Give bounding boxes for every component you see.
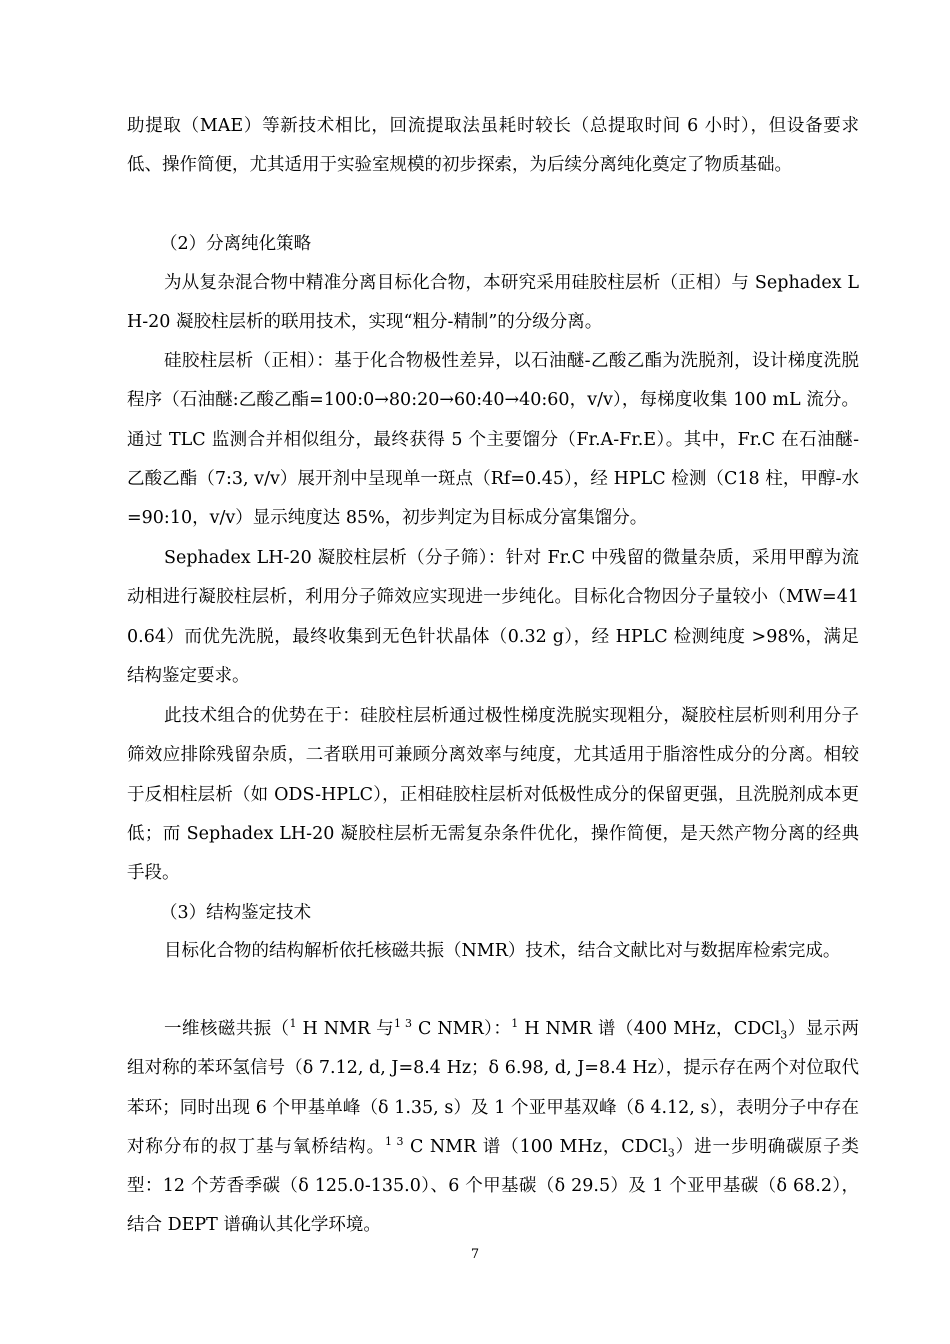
paragraph-silica-column: 硅胶柱层析（正相）：基于化合物极性差异，以石油醚-乙酸乙酯为洗脱剂，设计梯度洗脱程序（石油醚:乙酸乙酯=100:0→80:20→60:40→40:60，v/v），每梯度收集 100 mL 流分。通过 TLC 监测合并相似组分，最终获得 5 个主要馏分（Fr.A-Fr.E）。其中，Fr.C 在石油醚-乙酸乙酯（7:3, v/v）展开剂中呈现单一斑点（Rf=0.45），经 HPLC 检测（C18 柱，甲醇-水=90:10，v/v）显示纯度达 85%，初步判定为目标成分富集馏分。 [127,351,859,529]
nmr-superscript-3: 1 [511,1017,519,1031]
nmr-text-6: C NMR 谱（100 MHz，CDCl [403,1136,668,1157]
paragraph-structure-intro: 目标化合物的结构解析依托核磁共振（NMR）技术，结合文献比对与数据库检索完成。 [164,941,841,961]
nmr-text-3: C NMR）： [411,1019,512,1039]
nmr-text-2: H NMR 与 [296,1019,395,1039]
section-heading-structure: （3）结构鉴定技术 [160,903,312,923]
nmr-text-7: ）进一步明确碳原子类型：12 个芳香季碳（δ 125.0-135.0）、6 个甲基碳（δ 29.5）及 1 个亚甲基碳（δ 68.2），结合 DEPT 谱确认其化学环境。 [127,1136,860,1236]
nmr-text-5: ）显示两组对称的苯环氢信号（δ 7.12, d, J=8.4 Hz；δ 6.98, d, J=8.4 Hz），提示存在两个对位取代苯环；同时出现 6 个甲基单峰（δ 1.35, s）及 1 个亚甲基双峰（δ 4.12, s），表明分子中存在对称分布的叔丁基与氧桥结构。 [127,1019,859,1157]
nmr-superscript-2: 1 3 [394,1017,412,1031]
paragraph-nmr-analysis [127,1010,859,1246]
section-heading-separation: （2）分离纯化策略 [160,234,312,254]
paragraph-sephadex-column: Sephadex LH-20 凝胶柱层析（分子筛）：针对 Fr.C 中残留的微量杂质，采用甲醇为流动相进行凝胶柱层析，利用分子筛效应实现进一步纯化。目标化合物因分子量较小（MW=410.64）而优先洗脱，最终收集到无色针状晶体（0.32 g），经 HPLC 检测纯度 >98%，满足结构鉴定要求。 [127,548,859,686]
nmr-superscript-1: 1 [289,1017,297,1031]
paragraph-separation-intro: 为从复杂混合物中精准分离目标化合物，本研究采用硅胶柱层析（正相）与 Sephadex LH-20 凝胶柱层析的联用技术，实现“粗分-精制”的分级分离。 [127,273,859,333]
nmr-superscript-4: 1 3 [385,1135,404,1149]
page-number: 7 [470,1247,480,1262]
nmr-subscript-2: 3 [667,1146,675,1160]
nmr-text-1: 一维核磁共振（ [164,1019,290,1039]
paragraph-technique-advantages: 此技术组合的优势在于：硅胶柱层析通过极性梯度洗脱实现粗分，凝胶柱层析则利用分子筛效应排除残留杂质，二者联用可兼顾分离效率与纯度，尤其适用于脂溶性成分的分离。相较于反相柱层析（如 ODS-HPLC），正相硅胶柱层析对低极性成分的保留更强，且洗脱剂成本更低；而 Sephadex LH-20 凝胶柱层析无需复杂条件优化，操作简便，是天然产物分离的经典手段。 [127,706,859,884]
nmr-text-4: H NMR 谱（400 MHz，CDCl [518,1019,781,1039]
paragraph-extraction-continued: 助提取（MAE）等新技术相比，回流提取法虽耗时较长（总提取时间 6 小时），但设备要求低、操作简便，尤其适用于实验室规模的初步探索，为后续分离纯化奠定了物质基础。 [127,116,859,176]
nmr-subscript-1: 3 [780,1028,788,1042]
